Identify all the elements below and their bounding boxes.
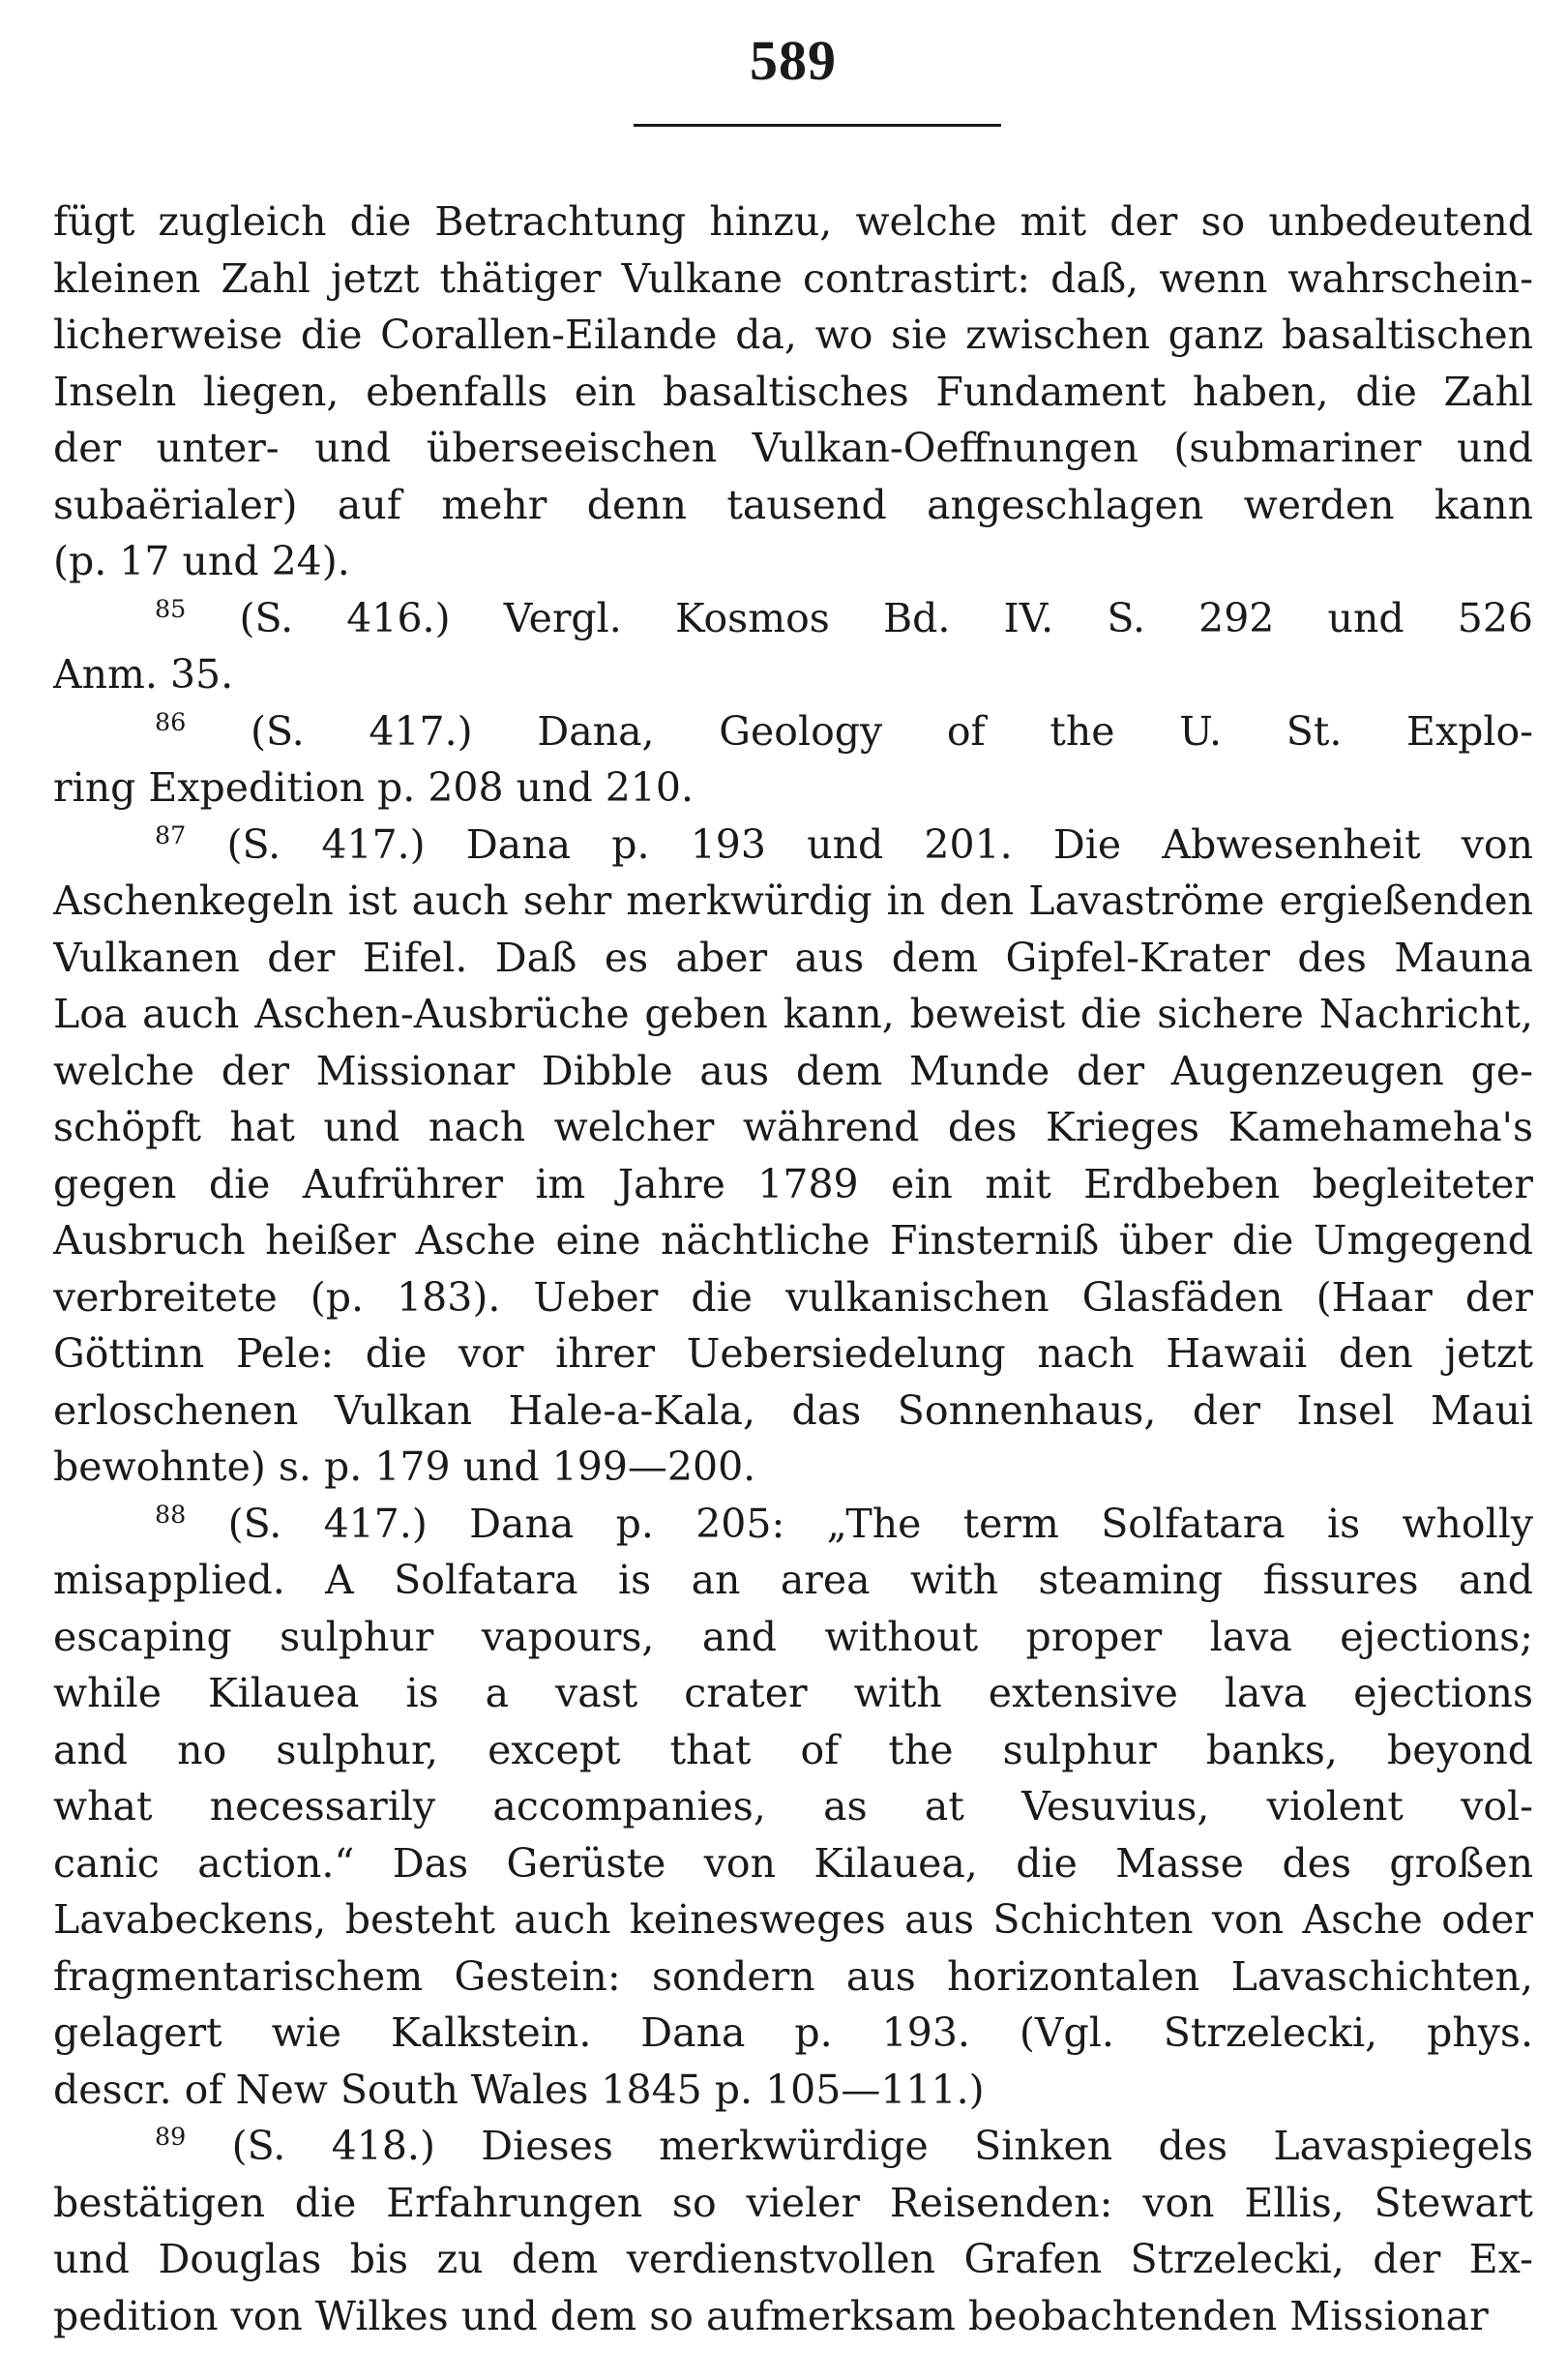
line-text: Aschenkegeln ist auch sehr merkwürdig in den Lavaströme ergießenden <box>53 878 1533 924</box>
line-text: Göttinn Pele: die vor ihrer Uebersiedelung nach Hawaii den jetzt <box>53 1330 1533 1377</box>
text-line <box>53 759 1533 817</box>
line-text: Ausbruch heißer Asche eine nächtliche Finsterniß über die Umgegend <box>53 1217 1533 1264</box>
line-text: what necessarily accompanies, as at Vesuvius, violent vol- <box>53 1783 1533 1830</box>
footnote-number: 86 <box>155 706 187 736</box>
text-line <box>53 1383 1533 1440</box>
line-text: escaping sulphur vapours, and without proper lava ejections; <box>53 1613 1533 1660</box>
line-text: pedition von Wilkes und dem so aufmerksam beobachtenden Missionar <box>53 2292 1489 2339</box>
footnote-text-body <box>53 193 1533 2344</box>
text-line <box>53 2231 1533 2288</box>
line-text: Inseln liegen, ebenfalls ein basaltisches Fundament haben, die Zahl <box>53 368 1533 415</box>
text-line <box>53 251 1533 308</box>
line-text: (S. 417.) Dana p. 193 und 201. Die Abwesenheit von <box>186 820 1533 868</box>
line-text: bewohnte) s. p. 179 und 199—200. <box>53 1443 756 1490</box>
line-text: while Kilauea is a vast crater with extensive lava ejections <box>53 1670 1533 1716</box>
text-line <box>53 703 1533 760</box>
text-line <box>53 1043 1533 1100</box>
text-line <box>53 1665 1533 1722</box>
line-text: welche der Missionar Dibble aus dem Munde der Augenzeugen ge- <box>53 1047 1533 1094</box>
line-text: kleinen Zahl jetzt thätiger Vulkane contrastirt: daß, wenn wahrschein- <box>53 254 1533 302</box>
line-text: schöpft hat und nach welcher während des Krieges Kamehameha's <box>53 1104 1533 1150</box>
line-text: Lavabeckens, besteht auch keinesweges aus Schichten von Asche oder <box>53 1896 1533 1943</box>
line-text: Anm. 35. <box>53 651 234 698</box>
text-line <box>53 1949 1533 2006</box>
line-text: fügt zugleich die Betrachtung hinzu, welche mit der so unbedeutend <box>53 198 1533 245</box>
line-text: der unter- und überseeischen Vulkan-Oeffnungen (submariner und <box>53 425 1533 471</box>
book-page <box>53 0 1533 2380</box>
text-line <box>53 1552 1533 1609</box>
text-line <box>53 1778 1533 1835</box>
text-line <box>53 1325 1533 1383</box>
line-text: verbreitete (p. 183). Ueber die vulkanischen Glasfäden (Haar der <box>53 1273 1533 1321</box>
text-line <box>53 1722 1533 1779</box>
text-line <box>53 533 1533 590</box>
text-line <box>53 193 1533 251</box>
text-line <box>53 2062 1533 2119</box>
line-text: (S. 417.) Dana, Geology of the U. St. Explo- <box>186 707 1533 755</box>
line-text: Vulkanen der Eifel. Daß es aber aus dem Gipfel-Krater des Mauna <box>53 934 1533 981</box>
line-text: descr. of New South Wales 1845 p. 105—111.) <box>53 2066 985 2113</box>
text-line <box>53 590 1533 647</box>
line-text: gelagert wie Kalkstein. Dana p. 193. (Vgl. Strzelecki, phys. <box>53 2009 1533 2056</box>
header-rule <box>634 124 1001 127</box>
line-text: erloschenen Vulkan Hale-a-Kala, das Sonnenhaus, der Insel Maui <box>53 1386 1533 1434</box>
line-text: (S. 418.) Dieses merkwürdige Sinken des Lavaspiegels <box>186 2123 1533 2169</box>
text-line <box>53 1439 1533 1496</box>
text-line <box>53 364 1533 421</box>
line-text: and no sulphur, except that of the sulphur banks, beyond <box>53 1726 1533 1773</box>
line-text: misapplied. A Solfatara is an area with steaming fissures and <box>53 1557 1533 1603</box>
text-line <box>53 1609 1533 1666</box>
text-line <box>53 1099 1533 1156</box>
line-text: (S. 416.) Vergl. Kosmos Bd. IV. S. 292 und 526 <box>186 594 1533 641</box>
footnote-number: 87 <box>155 819 187 849</box>
text-line <box>53 2175 1533 2232</box>
line-text: Loa auch Aschen-Ausbrüche geben kann, beweist die sichere Nachricht, <box>53 991 1533 1037</box>
line-text: gegen die Aufrührer im Jahre 1789 ein mit Erdbeben begleiteter <box>53 1160 1533 1207</box>
text-line <box>53 1835 1533 1892</box>
text-line <box>53 1212 1533 1269</box>
text-line <box>53 873 1533 930</box>
text-line <box>53 646 1533 703</box>
text-line <box>53 307 1533 364</box>
text-line <box>53 817 1533 874</box>
text-line <box>53 1496 1533 1553</box>
line-text: und Douglas bis zu dem verdienstvollen Grafen Strzelecki, der Ex- <box>53 2236 1533 2282</box>
text-line <box>53 1269 1533 1326</box>
line-text: ring Expedition p. 208 und 210. <box>53 764 695 811</box>
footnote-number: 88 <box>155 1499 187 1529</box>
text-line <box>53 2118 1533 2175</box>
text-line <box>53 2288 1533 2345</box>
line-text: (p. 17 und 24). <box>53 538 350 584</box>
line-text: (S. 417.) Dana p. 205: „The term Solfatara is wholly <box>186 1500 1533 1547</box>
text-line <box>53 1156 1533 1213</box>
page-number: 589 <box>750 29 837 92</box>
text-line <box>53 1891 1533 1949</box>
line-text: fragmentarischem Gestein: sondern aus horizontalen Lavaschichten, <box>53 1952 1533 2000</box>
line-text: subaërialer) auf mehr denn tausend angeschlagen werden kann <box>53 481 1533 528</box>
line-text: bestätigen die Erfahrungen so vieler Reisenden: von Ellis, Stewart <box>53 2179 1533 2226</box>
line-text: licherweise die Corallen-Eilande da, wo sie zwischen ganz basaltischen <box>53 312 1533 358</box>
text-line <box>53 930 1533 987</box>
text-line <box>53 420 1533 477</box>
footnote-number: 89 <box>155 2121 187 2151</box>
text-line <box>53 477 1533 534</box>
footnote-number: 85 <box>155 593 187 623</box>
text-line <box>53 986 1533 1043</box>
line-text: canic action.“ Das Gerüste von Kilauea, die Masse des großen <box>53 1839 1533 1887</box>
text-line <box>53 2005 1533 2062</box>
